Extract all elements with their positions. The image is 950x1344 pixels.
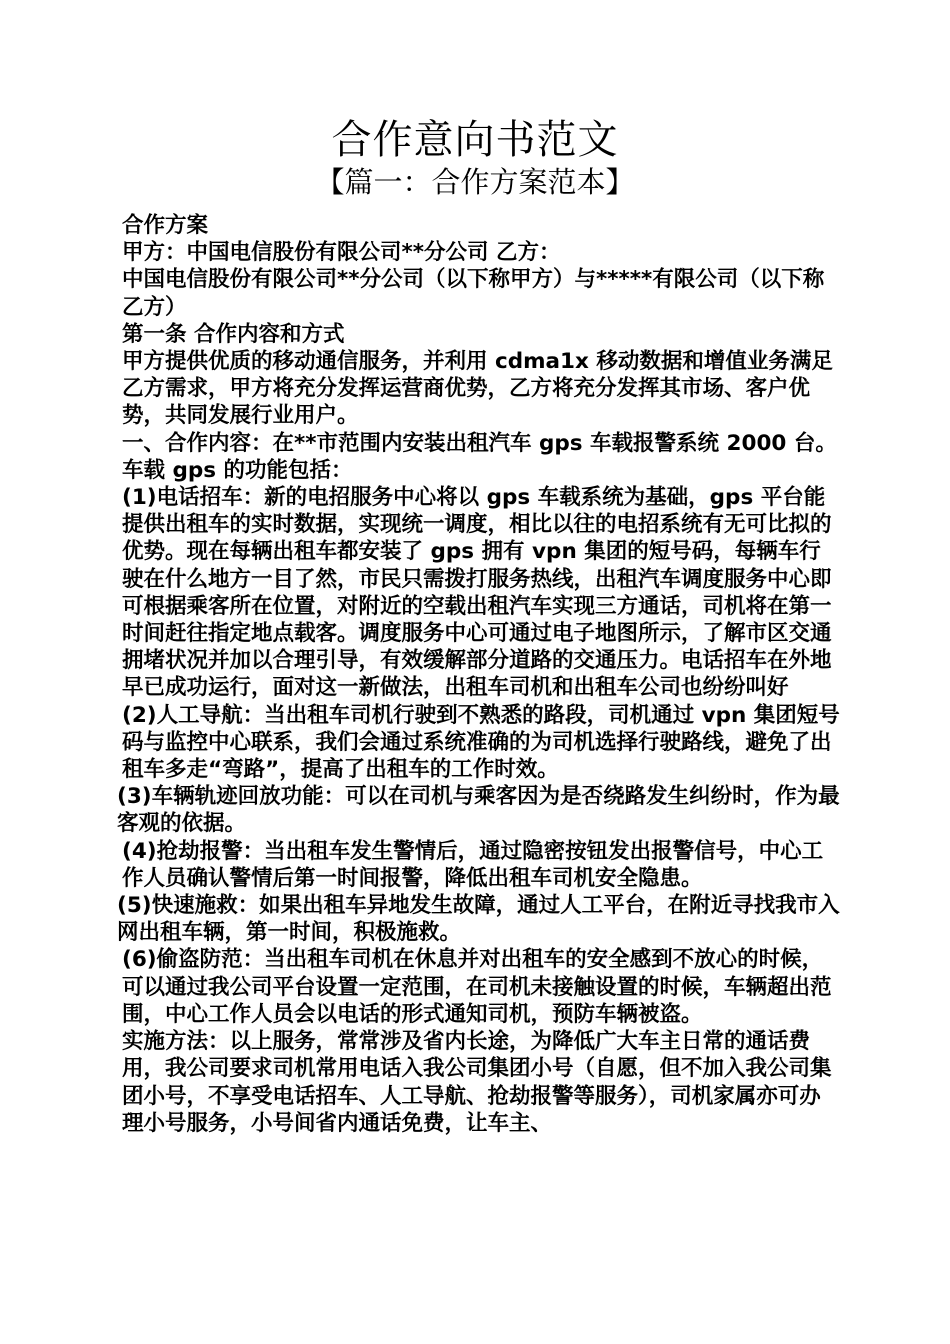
parties-paragraph: 中国电信股份有限公司**分公司（以下称甲方）与*****有限公司（以下称乙方） xyxy=(122,267,825,320)
intro-paragraph: 甲方提供优质的移动通信服务，并利用 cdma1x 移动数据和增值业务满足乙方需求，甲方将充分发挥运营商优势，乙方将充分发挥其市场、客户优势，共同发展行业用户。 xyxy=(122,349,833,429)
document-subtitle: 【篇一：合作方案范本】 xyxy=(315,165,635,199)
item-phone-taxi: (1)电话招车：新的电招服务中心将以 gps 车载系统为基础，gps 平台能提供出租车的实时数据，实现统一调度，相比以往的电招系统有无可比拟的优势。现在每辆出租车都安装了 gps 拥有 vpn 集团的短号码，每辆车行驶在什么地方一目了然，市民只需拨打服务热线，出租汽车调度服务中心即可根据乘客所在位置，对附近的空载出租汽车实现三方通话，司机将在第一时间赶往指定地点载客。调度服务中心可通过电子地图所示，了解市区交通拥堵状况并加以合理引导，有效缓解部分道路的交通压力。电话招车在外地早已成功运行，面对这一新做法，出租车司机和出租车公司也纷纷叫好 xyxy=(122,485,832,701)
section-heading-plan: 合作方案 xyxy=(122,213,209,238)
item-manual-navigation: (2)人工导航：当出租车司机行驶到不熟悉的路段，司机通过 vpn 集团短号码与监控中心联系，我们会通过系统准确的为司机选择行驶路线，避免了出租车多走“弯路”，提高了出租车的工作时效。 xyxy=(122,702,840,783)
article-one-heading: 第一条 合作内容和方式 xyxy=(122,321,345,347)
item-robbery-alarm: (4)抢劫报警：当出租车发生警情后，通过隐密按钮发出报警信号，中心工作人员确认警情后第一时间报警，降低出租车司机安全隐患。 xyxy=(122,838,824,891)
item-theft-prevention: (6)偷盗防范：当出租车司机在休息并对出租车的安全感到不放心的时候，可以通过我公司平台设置一定范围，在司机未接触设置的时候，车辆超出范围，中心工作人员会以电话的形式通知司机，预防车辆被盗。 xyxy=(122,947,832,1027)
document-title: 合作意向书范文 xyxy=(331,117,619,163)
document-body xyxy=(117,212,841,1137)
cooperation-content-paragraph: 一、合作内容：在**市范围内安装出租汽车 gps 车载报警系统 2000 台。车载 gps 的功能包括： xyxy=(122,430,837,483)
item-track-playback: (3)车辆轨迹回放功能：可以在司机与乘客因为是否绕路发生纠纷时，作为最客观的依据。 xyxy=(117,784,840,837)
item-quick-rescue: (5)快速施救：如果出租车异地发生故障，通过人工平台，在附近寻找我市入网出租车辆，第一时间，积极施救。 xyxy=(117,893,840,946)
party-line: 甲方：中国电信股份有限公司**分公司 乙方： xyxy=(122,240,561,266)
implementation-paragraph: 实施方法：以上服务，常常涉及省内长途，为降低广大车主日常的通话费用，我公司要求司机常用电话入我公司集团小号（自愿，但不加入我公司集团小号，不享受电话招车、人工导航、抢劫报警等服务），司机家属亦可办理小号服务，小号间省内通话免费，让车主、 xyxy=(122,1029,832,1136)
